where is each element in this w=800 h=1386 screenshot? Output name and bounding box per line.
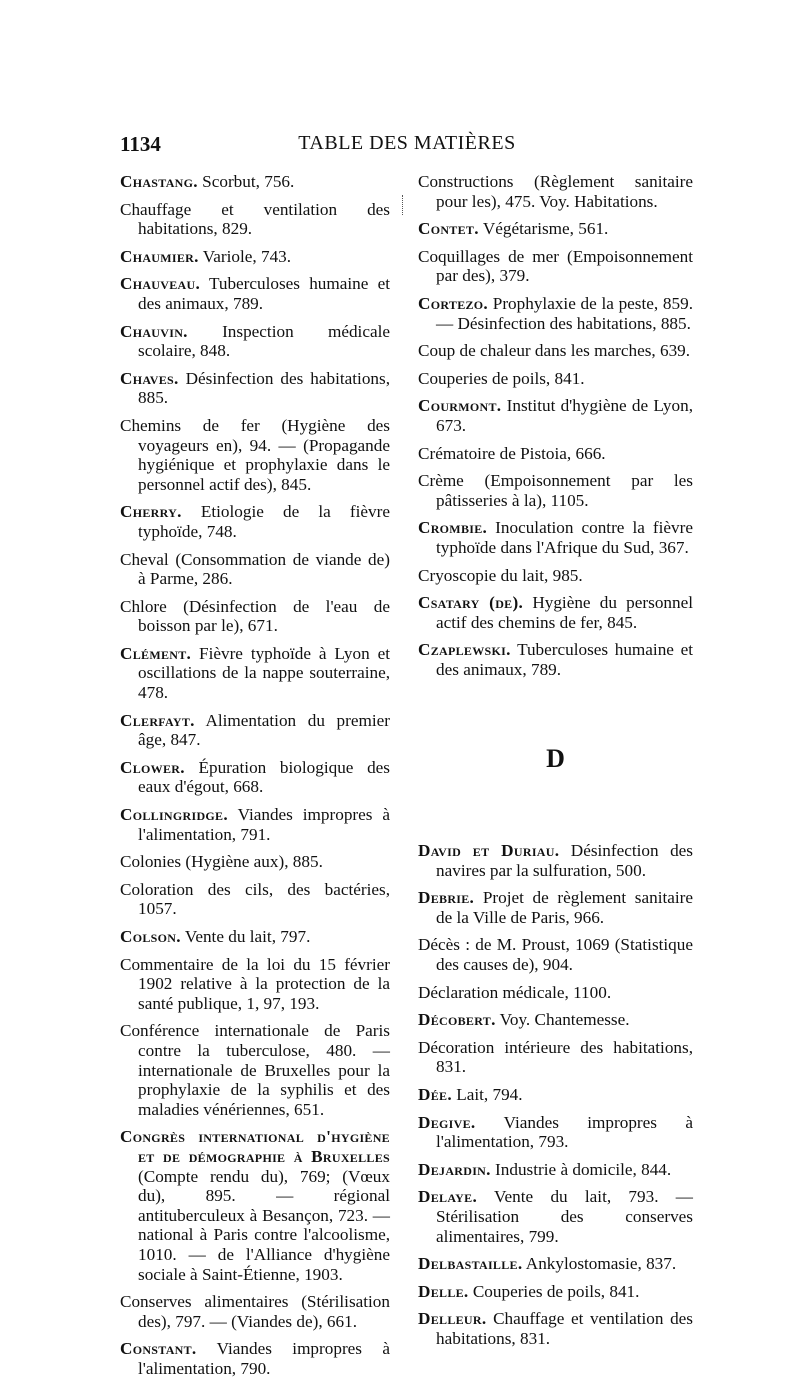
index-section-d [418,841,693,1348]
index-entry [120,322,390,361]
entry-author: Chaves. [120,368,179,388]
index-entry [418,1282,693,1302]
entry-text: Coup de chaleur dans les marches, 639. [418,341,691,361]
index-entry [120,711,390,750]
entry-text: Vente du lait, 793. — Stérilisation des conserves alimentaires, 799. [436,1187,693,1246]
index-entry [418,566,693,586]
index-entry [418,888,693,927]
index-entry [418,294,693,333]
entry-text: Conserves alimentaires (Stérilisation des), 797. — (Viandes de), 661. [120,1292,390,1331]
index-entry [418,1113,693,1152]
entry-text: Tuberculoses humaine et des animaux, 789. [138,274,390,313]
entry-text: Décès : de M. Proust, 1069 (Statistique des causes de), 904. [418,935,693,975]
index-entry [418,1160,693,1180]
entry-author: Delleur. [418,1309,487,1329]
entry-text: Prophylaxie de la peste, 859. — Désinfection des habitations, 885. [436,293,693,333]
index-entry [120,805,390,844]
entry-author: Delaye. [418,1187,478,1207]
index-column-right [418,172,693,1357]
index-entry [120,880,390,919]
index-entry [120,274,390,313]
entry-author: Décobert. [418,1010,496,1030]
entry-author: Chastang. [120,172,198,191]
entry-author: Crombie. [418,518,488,538]
entry-text: Épuration biologique des eaux d'égout, 668. [138,757,390,797]
index-entry [120,172,390,192]
entry-text: Scorbut, 756. [202,172,295,191]
index-entry [120,247,390,267]
entry-author: Chaumier. [120,246,199,266]
entry-text: Ankylostomasie, 837. [525,1254,677,1274]
entry-author: Dejardin. [418,1159,491,1179]
entry-author: Cherry. [120,502,182,522]
entry-author: Collingridge. [120,805,228,825]
entry-text: Alimentation du premier âge, 847. [138,710,390,750]
index-entry [120,200,390,239]
entry-text: Viandes impropres à l'alimentation, 793. [436,1112,693,1152]
index-entry [120,1339,390,1378]
entry-author: Congrès international d'hygiène et de démographie à Bruxelles [120,1127,390,1166]
index-entry [418,396,693,435]
entry-text: Coloration des cils, des bactéries, 1057. [120,879,390,919]
index-entry [120,597,390,636]
index-entry [120,502,390,541]
entry-text: Constructions (Règlement sanitaire pour les), 475. Voy. Habitations. [418,172,693,211]
entry-text: Crématoire de Pistoia, 666. [418,443,606,463]
index-entry [120,955,390,1014]
index-entry [418,219,693,239]
entry-text: Crème (Empoisonnement par les pâtisseries à la), 1105. [418,471,693,510]
index-entry [120,758,390,797]
index-entry [418,1038,693,1077]
index-entry [418,640,693,679]
entry-author: Debrie. [418,888,475,908]
page-number: 1134 [120,132,161,156]
entry-text: Désinfection des habitations, 885. [138,368,390,408]
entry-text: Cheval (Consommation de viande de) à Parme, 286. [120,549,390,589]
entry-text: Voy. Chantemesse. [499,1010,630,1030]
index-column-left [120,172,390,1386]
entry-text: Inoculation contre la fièvre typhoïde dans l'Afrique du Sud, 367. [436,518,693,557]
entry-author: Clément. [120,643,192,663]
entry-author: David et Duriau. [418,841,560,861]
index-entry [418,1187,693,1246]
entry-text: Fièvre typhoïde à Lyon et oscillations de la nappe souterraine, 478. [138,643,390,703]
index-entry [418,1085,693,1105]
page-header [120,132,694,162]
index-entry [418,172,693,211]
entry-text: Industrie à domicile, 844. [495,1159,672,1179]
index-entry [120,416,390,494]
index-section-c [418,172,693,679]
index-entry [418,841,693,880]
index-entry [120,1292,390,1331]
entry-text: Viandes impropres à l'alimentation, 790. [138,1339,390,1378]
entry-author: Colson. [120,927,181,946]
entry-author: Chauvin. [120,321,188,341]
entry-text: Lait, 794. [456,1085,523,1104]
index-entry [418,983,693,1003]
entry-text: Institut d'hygiène de Lyon, 673. [436,396,693,435]
entry-author: Dée. [418,1085,452,1104]
entry-author: Constant. [120,1339,197,1359]
column-divider [402,195,403,215]
entry-author: Degive. [418,1112,476,1132]
index-entry [418,1309,693,1348]
entry-text: Coquillages de mer (Empoisonnement par des), 379. [418,246,693,286]
index-entry [120,852,390,872]
index-entry [120,644,390,703]
entry-author: Chauveau. [120,274,201,294]
entry-text: Viandes impropres à l'alimentation, 791. [138,805,390,844]
index-entry [418,471,693,510]
index-entry [120,369,390,408]
entry-author: Delle. [418,1281,469,1301]
entry-text: Commentaire de la loi du 15 février 1902 relative à la protection de la santé publique, 1, 97, 193. [120,954,390,1013]
entry-text: Chemins de fer (Hygiène des voyageurs en), 94. — (Propagande hygiénique et prophylaxie dans le personnel actif des), 845. [120,415,390,494]
entry-text: Inspection médicale scolaire, 848. [138,321,390,361]
entry-text: Chlore (Désinfection de l'eau de boisson par le), 671. [120,596,390,636]
entry-text: Couperies de poils, 841. [418,368,585,388]
index-entry [418,341,693,361]
entry-author: Czaplewski. [418,640,511,660]
index-entry [418,1010,693,1030]
entry-author: Csatary (de). [418,593,524,613]
section-letter-d: D [546,744,565,774]
entry-text: Chauffage et ventilation des habitations, 831. [436,1309,693,1348]
entry-text: Variole, 743. [202,246,292,266]
index-entry [418,247,693,286]
entry-text: Cryoscopie du lait, 985. [418,565,583,585]
index-entry [418,935,693,974]
index-entry [418,1254,693,1274]
entry-text: Projet de règlement sanitaire de la Ville de Paris, 966. [436,888,693,927]
index-entry [120,550,390,589]
entry-text: Etiologie de la fièvre typhoïde, 748. [138,502,390,541]
running-title: TABLE DES MATIÈRES [298,132,516,154]
entry-text: Vente du lait, 797. [184,927,311,946]
entry-text: (Compte rendu du), 769; (Vœux du), 895. — régional antituberculeux à Besançon, 723. — national à Paris contre l'alcoolisme, 1010. — de l'Alliance d'hygiène sociale à Saint-Étienne, 1903. [138,1166,390,1284]
index-entry [418,518,693,557]
index-entry [418,444,693,464]
entry-author: Courmont. [418,396,502,416]
index-entry [418,593,693,632]
entry-text: Désinfection des navires par la sulfuration, 500. [436,841,693,880]
entry-text: Décoration intérieure des habitations, 831. [418,1037,693,1077]
entry-author: Cortezo. [418,293,489,313]
entry-text: Déclaration médicale, 1100. [418,982,612,1002]
entry-text: Colonies (Hygiène aux), 885. [120,852,323,872]
entry-author: Contet. [418,219,479,239]
index-entry [418,369,693,389]
entry-text: Couperies de poils, 841. [472,1281,640,1301]
entry-text: Végétarisme, 561. [482,219,609,239]
entry-text: Hygiène du personnel actif des chemins de fer, 845. [436,593,694,632]
entry-author: Clower. [120,757,185,777]
index-entry [120,1127,390,1284]
entry-text: Tuberculoses humaine et des animaux, 789. [436,640,693,679]
entry-author: Clerfayt. [120,710,195,730]
entry-text: Conférence internationale de Paris contre la tuberculose, 480. — internationale de Bruxelles pour la prophylaxie de la syphilis et des maladies vénériennes, 651. [120,1021,390,1119]
entry-text: Chauffage et ventilation des habitations, 829. [120,199,390,239]
index-entry [120,1021,390,1119]
index-entry [120,927,390,947]
entry-author: Delbastaille. [418,1254,523,1274]
